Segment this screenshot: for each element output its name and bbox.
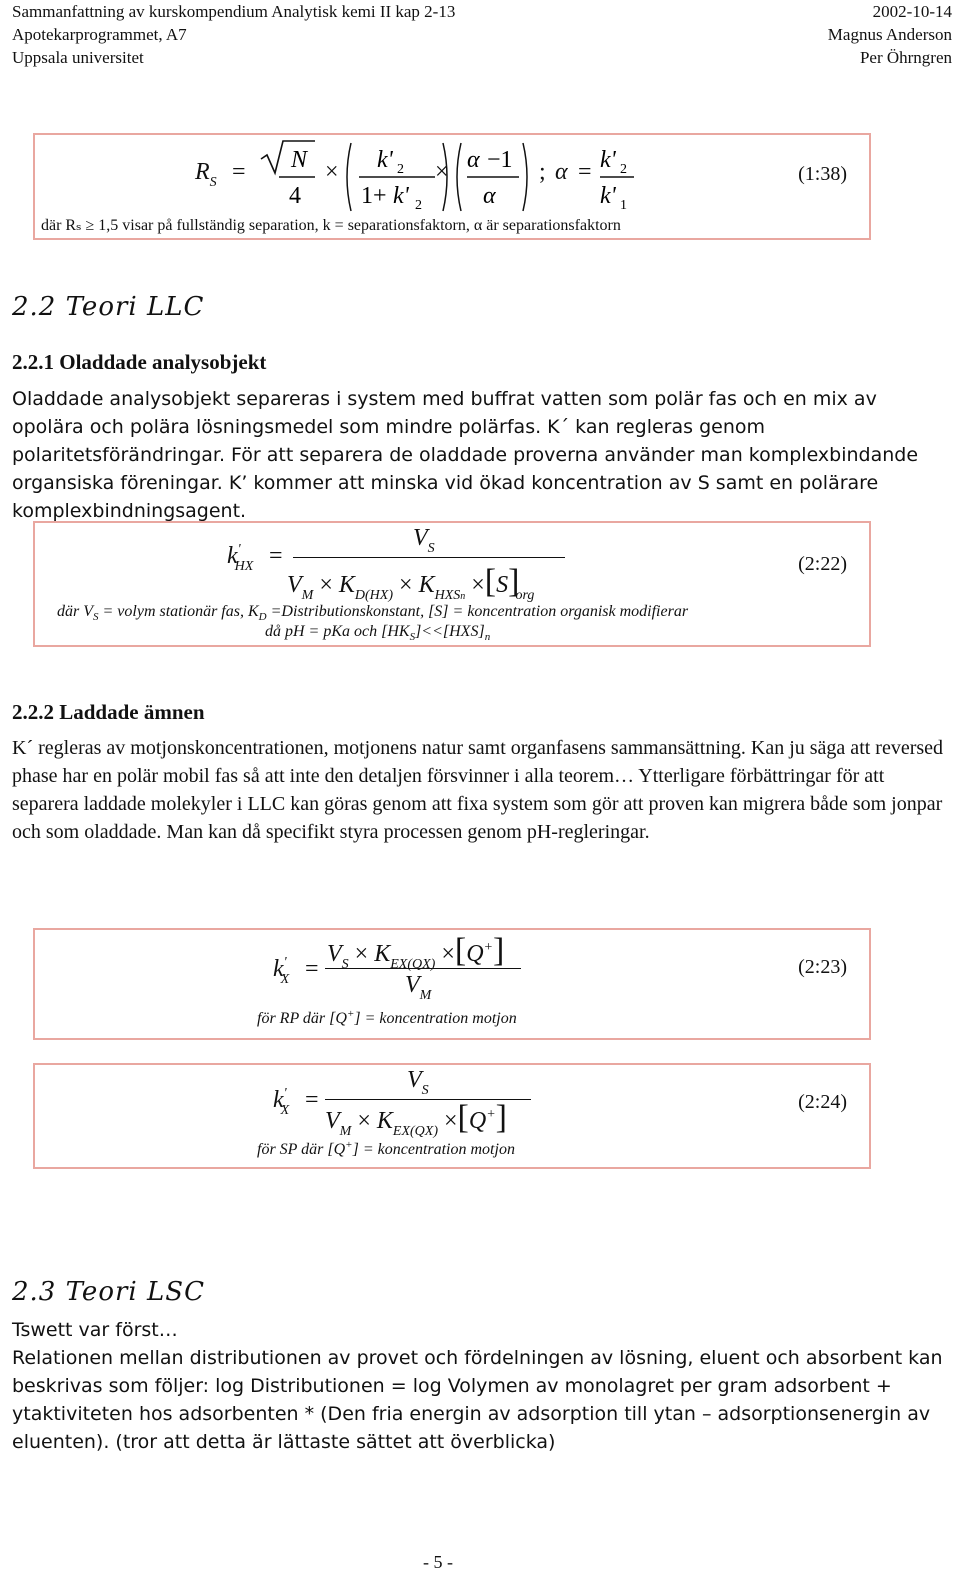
svg-text:2: 2 [397,162,404,177]
svg-text:k': k' [600,147,616,173]
section-heading-2-3: 2.3 Teori LSC [12,1277,205,1307]
equals-sign-2: = [578,159,592,185]
svg-text:4: 4 [289,183,301,209]
section-heading-2-2-2: 2.2.2 Laddade ämnen [12,700,205,724]
svg-text:1+: 1+ [361,183,387,209]
svg-text:2: 2 [415,198,422,213]
denominator-2-24: $V_M \times K_{EX(QX)} \times[Q^+]$ [325,1099,507,1139]
svg-text:k': k' [600,183,616,209]
equation-box-1-38 [33,133,871,240]
header-program: Apotekarprogrammet, A7 [12,25,187,44]
fraction-line-2-23 [325,968,521,969]
paragraph-laddade: K´ regleras av motjonskoncentrationen, motjonens natur samt organfasens sammansättning. Kan ju säga att reversed phase har en polär mobil fas så att inte den detaljen försvinner i alla teorem… Ytterligare förbättringar för att separera laddade molekyler i LLC kan göras genom att fixa system som gör att proven kan migrera både som jonpar och som oladdade. Man kan då specifikt styra processen genom pH-regleringar. [12,737,944,843]
equation-note: för SP där [Q+] = koncentration motjon [257,1139,515,1158]
svg-text:k': k' [393,183,409,209]
k-hx: $k'_{HX}$ [227,542,254,574]
equals-sign-4: = [305,956,319,982]
equation-number: (2:23) [798,956,847,978]
equation-note: för RP där [Q+] = koncentration motjon [257,1008,517,1027]
k-x-2: $k'_X$ [273,1086,290,1118]
section-heading-2-2: 2.2 Teori LLC [12,292,205,322]
page-number: - 5 - [423,1552,453,1572]
header-author-2: Per Öhrngren [859,48,952,67]
fraction-alpha-def [600,137,650,217]
fraction-line-2-22 [293,557,565,558]
svg-text:α: α [467,147,480,173]
equation-box-2-24 [33,1063,871,1169]
header-date: 2002-10-14 [872,2,952,21]
numerator-vs: $V_S$ [407,1067,429,1098]
header-course-title: Sammanfattning av kurskompendium Analytisk kemi II kap 2-13 [12,2,456,21]
svg-text:N: N [291,147,308,173]
svg-text:1: 1 [620,198,627,213]
vs-numerator: $V_S$ [413,525,435,556]
equation-note-line2: då pH = pKa och $[HK_S]<<[HXS]_n$ [265,623,491,643]
times-sign: × [325,159,339,185]
equation-number: (1:38) [798,163,847,185]
equation-note-line1: där $V_S$ = volym stationär fas, $K_D$ =Distributionskonstant, [S] = koncentration organisk modifierar [57,603,689,623]
fraction-alpha [453,137,533,217]
equation-rs: $R_S$ [195,159,217,190]
sqrt-n-over-4 [259,137,319,217]
paragraph-tswett: Tswett var först… [12,1319,178,1341]
header-university: Uppsala universitet [12,48,144,67]
header-author-1: Magnus Anderson [827,25,952,44]
denominator-2-22: $V_M \times K_{D(HX)} \times K_{HXSn} \times[S]_{org}$ [287,563,535,603]
equation-box-2-23 [33,928,871,1040]
equation-number: (2:22) [798,553,847,575]
equation-box-2-22 [33,521,871,647]
equation-number: (2:24) [798,1091,847,1113]
alpha-symbol: α [555,159,568,185]
svg-text:2: 2 [620,162,627,177]
svg-text:α: α [483,183,496,209]
semicolon: ; [539,159,546,185]
k-x: $k'_X$ [273,955,290,987]
equals-sign: = [232,159,246,185]
section-heading-2-2-1: 2.2.1 Oladdade analysobjekt [12,350,267,374]
paragraph-oladdade: Oladdade analysobjekt separeras i system med buffrat vatten som polär fas och en mix av opolära och polära lösningsmedel som mindre polärfas. K´ kan regleras genom polaritetsförändringar. För att separera de oladdade proverna använder man komplexbindande organsiska föreningar. K’ kommer att minska vid ökad koncentration av S samt en polärare komplexbindningsagent. [12,388,919,522]
paragraph-lsc: Relationen mellan distributionen av provet och fördelningen av lösning, eluent och absorbent kan beskrivas som följer: log Distributionen = log Volymen av monolagret per gram adsorbent + ytaktiviteten hos adsorbenten * (Den fria energin av adsorption till ytan – adsorptionsenergin av eluenten). (tror att detta är lättaste sättet att överblicka) [12,1347,943,1453]
equation-note: där Rₛ ≥ 1,5 visar på fullständig separation, k = separationsfaktorn, α är separationsfaktorn [41,217,621,234]
denominator-vm: $V_M$ [405,972,432,1003]
equals-sign-5: = [305,1087,319,1113]
svg-text:−1: −1 [487,147,513,173]
times-sign-2: × [435,159,449,185]
svg-text:k': k' [377,147,393,173]
numerator-2-23: $V_S \times K_{EX(QX)} \times[Q^+]$ [327,932,505,972]
equals-sign-3: = [269,543,283,569]
